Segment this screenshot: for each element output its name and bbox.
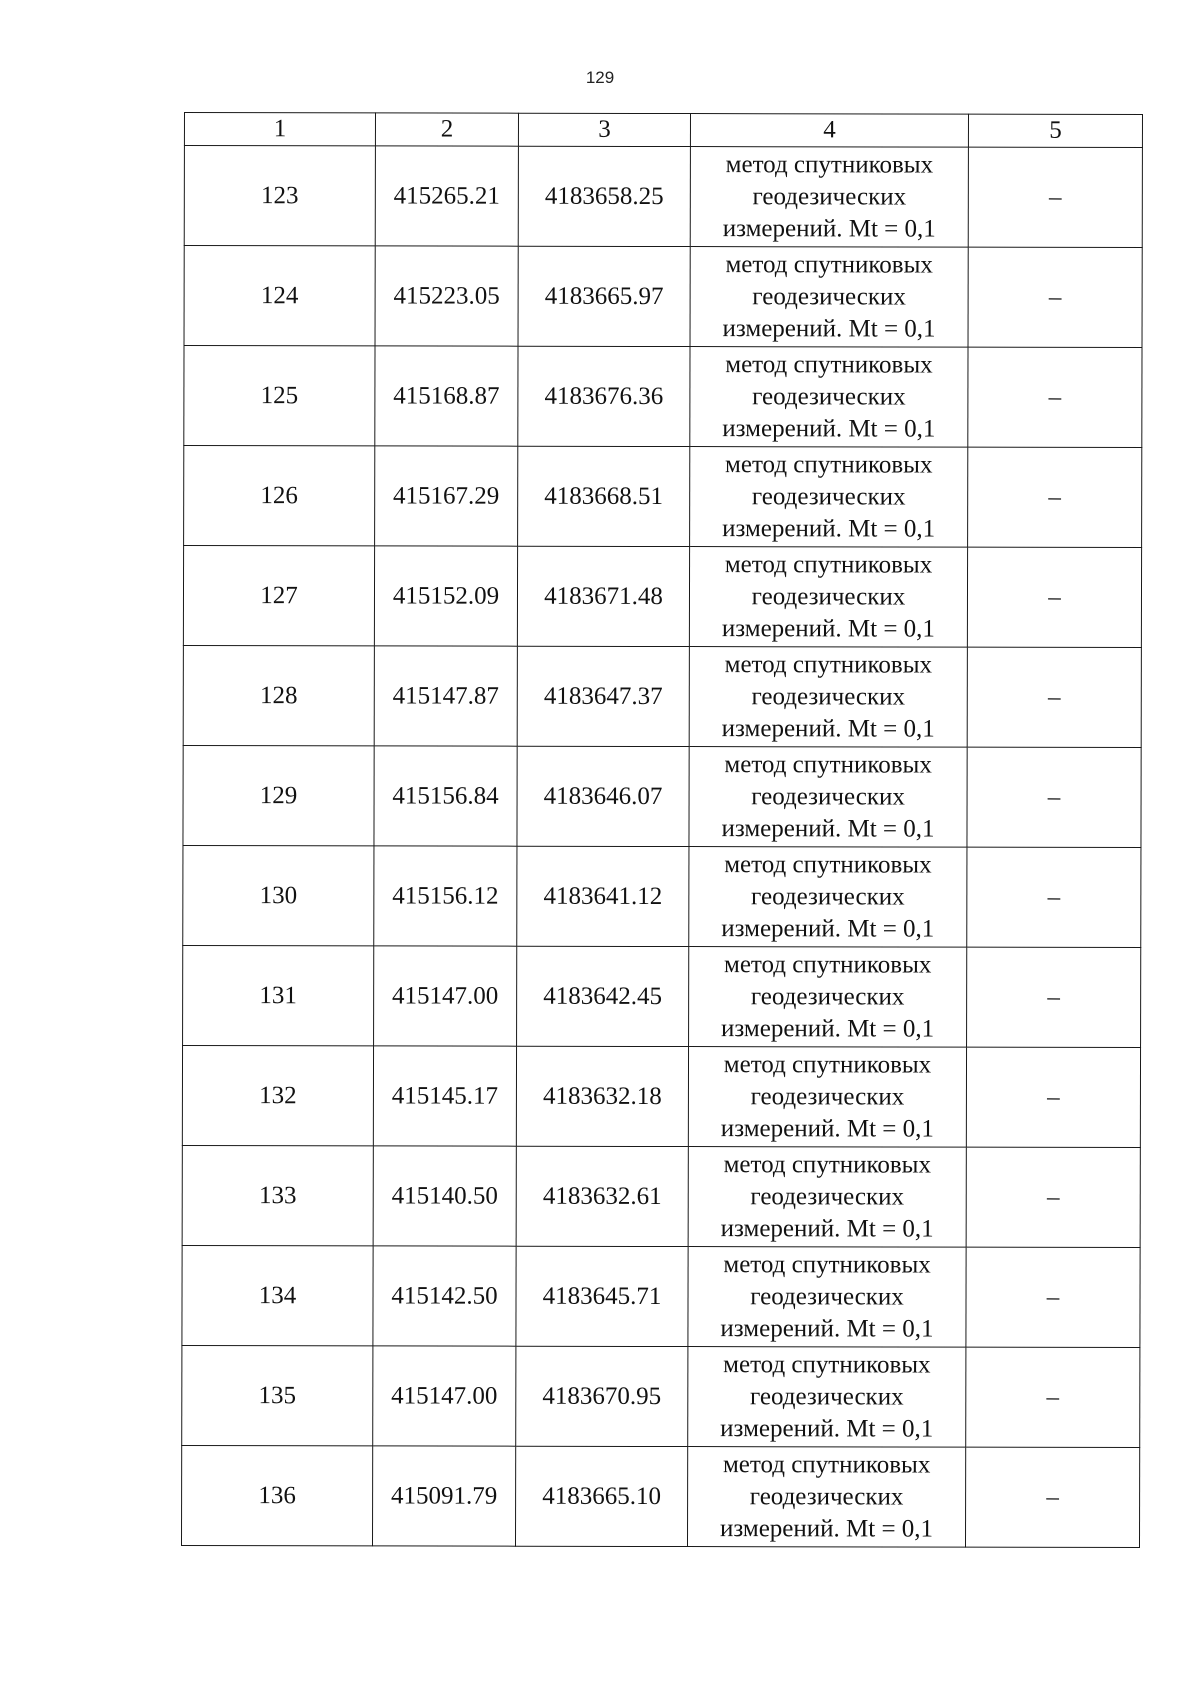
method-cell	[690, 447, 968, 548]
y-coordinate-cell: 4183632.18	[516, 1046, 688, 1146]
note-cell: –	[967, 847, 1141, 947]
note-cell: –	[967, 647, 1141, 747]
y-coordinate-cell: 4183641.12	[517, 846, 689, 946]
method-line: метод спутниковых	[723, 1250, 931, 1279]
table-row	[182, 1345, 1140, 1447]
method-line: измерений. Mt = 0,1	[721, 614, 935, 643]
method-line: геодезических	[750, 1182, 905, 1211]
method-line: геодезических	[752, 282, 906, 311]
table-row	[183, 645, 1141, 747]
y-coordinate-cell: 4183671.48	[517, 546, 689, 646]
method-line: геодезических	[752, 382, 906, 411]
table-row	[182, 1045, 1140, 1147]
note-cell: –	[966, 1147, 1140, 1247]
method-line: метод спутниковых	[723, 1150, 932, 1179]
column-header-5: 5	[968, 114, 1142, 147]
method-line: измерений. Mt = 0,1	[720, 1414, 934, 1443]
method-line: метод спутниковых	[725, 150, 934, 179]
method-line: метод спутниковых	[724, 550, 933, 579]
point-number-cell: 133	[182, 1145, 373, 1245]
y-coordinate-cell: 4183645.71	[516, 1246, 688, 1346]
table-row	[184, 346, 1142, 448]
point-number-cell: 134	[182, 1245, 373, 1345]
x-coordinate-cell: 415223.05	[375, 246, 518, 346]
method-line: геодезических	[751, 482, 906, 511]
x-coordinate-cell: 415091.79	[372, 1446, 515, 1546]
table-row	[183, 945, 1141, 1047]
x-coordinate-cell: 415147.00	[374, 946, 517, 1046]
method-line: геодезических	[750, 1082, 905, 1111]
note-cell: –	[965, 1447, 1139, 1547]
method-line: измерений. Mt = 0,1	[720, 1314, 934, 1343]
method-line: метод спутниковых	[723, 1050, 932, 1079]
x-coordinate-cell: 415145.17	[373, 1046, 516, 1146]
method-cell	[690, 347, 968, 448]
column-header-3: 3	[518, 113, 690, 146]
method-line: геодезических	[751, 882, 905, 911]
column-header-1: 1	[184, 113, 375, 146]
method-cell	[688, 1347, 966, 1448]
table-row	[183, 745, 1141, 847]
method-line: метод спутниковых	[724, 750, 932, 779]
x-coordinate-cell: 415168.87	[375, 346, 518, 446]
x-coordinate-cell: 415167.29	[375, 446, 518, 546]
column-header-2: 2	[375, 113, 518, 146]
point-number-cell: 132	[182, 1045, 373, 1145]
page-number: 129	[585, 68, 615, 87]
note-cell: –	[966, 1247, 1140, 1347]
method-line: геодезических	[750, 1282, 904, 1311]
table-row	[184, 446, 1142, 548]
table-row	[182, 1245, 1140, 1347]
method-line: измерений. Mt = 0,1	[720, 1114, 934, 1143]
y-coordinate-cell: 4183646.07	[517, 746, 689, 846]
method-cell	[690, 247, 968, 348]
method-line: метод спутниковых	[723, 950, 932, 979]
method-line: измерений. Mt = 0,1	[722, 314, 936, 343]
y-coordinate-cell: 4183665.10	[515, 1446, 687, 1546]
y-coordinate-cell: 4183676.36	[518, 346, 690, 446]
method-line: измерений. Mt = 0,1	[722, 514, 936, 543]
header-row	[184, 113, 1142, 148]
point-number-cell: 136	[181, 1445, 372, 1545]
x-coordinate-cell: 415140.50	[373, 1146, 516, 1246]
method-line: геодезических	[751, 782, 905, 811]
method-line: метод спутниковых	[725, 450, 933, 479]
note-cell: –	[966, 1347, 1140, 1447]
note-cell: –	[967, 947, 1141, 1047]
method-cell	[687, 1447, 965, 1548]
method-line: геодезических	[752, 182, 907, 211]
coordinates-table	[181, 112, 1143, 1548]
method-line: метод спутниковых	[722, 1450, 931, 1479]
method-line: измерений. Mt = 0,1	[722, 414, 936, 443]
table-row	[182, 1145, 1140, 1247]
method-cell	[689, 747, 967, 848]
x-coordinate-cell: 415142.50	[373, 1246, 516, 1346]
y-coordinate-cell: 4183658.25	[518, 146, 690, 246]
method-line: геодезических	[749, 1382, 904, 1411]
method-cell	[688, 1247, 966, 1348]
note-cell: –	[968, 347, 1142, 447]
method-line: измерений. Mt = 0,1	[719, 1514, 934, 1543]
method-line: геодезических	[749, 1482, 904, 1511]
method-line: измерений. Mt = 0,1	[721, 714, 935, 743]
y-coordinate-cell: 4183647.37	[517, 646, 689, 746]
point-number-cell: 128	[183, 645, 374, 745]
method-cell	[688, 1147, 966, 1248]
method-line: метод спутниковых	[723, 1350, 931, 1379]
method-line: геодезических	[751, 682, 906, 711]
point-number-cell: 131	[183, 945, 374, 1045]
method-line: измерений. Mt = 0,1	[721, 914, 935, 943]
x-coordinate-cell: 415147.87	[374, 646, 517, 746]
x-coordinate-cell: 415156.12	[374, 846, 517, 946]
point-number-cell: 125	[184, 346, 375, 446]
note-cell: –	[967, 747, 1141, 847]
column-header-4: 4	[690, 114, 968, 148]
table-row	[183, 546, 1141, 648]
x-coordinate-cell: 415265.21	[375, 146, 518, 246]
method-line: измерений. Mt = 0,1	[720, 1214, 934, 1243]
method-line: геодезических	[751, 582, 906, 611]
table-header	[184, 113, 1142, 148]
y-coordinate-cell: 4183665.97	[518, 246, 690, 346]
method-cell	[689, 547, 967, 648]
table-row	[184, 146, 1142, 248]
y-coordinate-cell: 4183632.61	[516, 1146, 688, 1246]
method-cell	[689, 847, 967, 948]
y-coordinate-cell: 4183642.45	[517, 946, 689, 1046]
note-cell: –	[968, 147, 1142, 247]
method-cell	[689, 647, 967, 748]
table-row	[183, 845, 1141, 947]
method-line: метод спутниковых	[724, 650, 933, 679]
y-coordinate-cell: 4183668.51	[518, 446, 690, 546]
method-line: метод спутниковых	[725, 350, 933, 379]
note-cell: –	[968, 447, 1142, 547]
point-number-cell: 126	[184, 446, 375, 546]
point-number-cell: 129	[183, 745, 374, 845]
point-number-cell: 127	[183, 546, 374, 646]
method-line: метод спутниковых	[725, 250, 933, 279]
x-coordinate-cell: 415156.84	[374, 746, 517, 846]
x-coordinate-cell: 415152.09	[374, 546, 517, 646]
point-number-cell: 135	[182, 1345, 373, 1445]
method-line: измерений. Mt = 0,1	[721, 1014, 935, 1043]
method-line: измерений. Mt = 0,1	[722, 214, 936, 243]
note-cell: –	[968, 247, 1142, 347]
table-row	[181, 1445, 1139, 1547]
method-cell	[688, 1047, 966, 1148]
method-cell	[689, 947, 967, 1048]
method-cell	[690, 147, 968, 248]
table-row	[184, 246, 1142, 348]
x-coordinate-cell: 415147.00	[373, 1346, 516, 1446]
y-coordinate-cell: 4183670.95	[516, 1346, 688, 1446]
point-number-cell: 130	[183, 845, 374, 945]
method-line: геодезических	[750, 982, 905, 1011]
table-body	[181, 146, 1142, 1548]
note-cell: –	[967, 547, 1141, 647]
point-number-cell: 123	[184, 146, 375, 246]
note-cell: –	[966, 1047, 1140, 1147]
method-line: метод спутниковых	[724, 850, 932, 879]
point-number-cell: 124	[184, 246, 375, 346]
method-line: измерений. Mt = 0,1	[721, 814, 935, 843]
